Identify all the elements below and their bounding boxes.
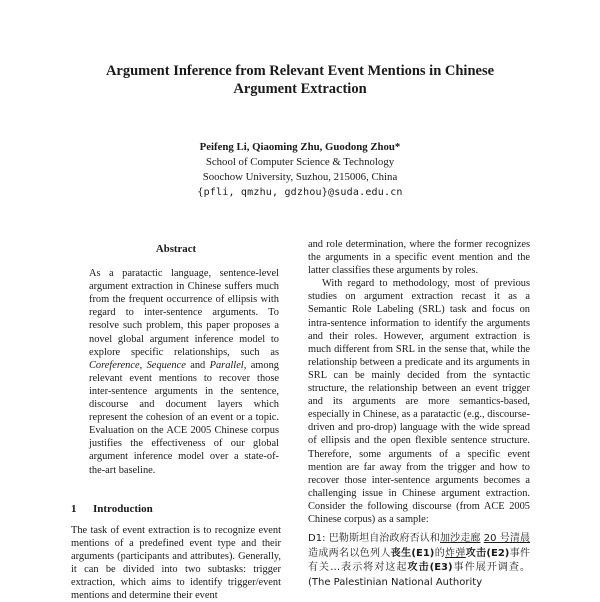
title-line-1: Argument Inference from Relevant Event Mentions in Chinese <box>105 63 495 79</box>
example-discourse-d1 <box>308 532 530 590</box>
author-email: {pfli, qmzhu, gdzhou}@suda.edu.cn <box>197 187 403 198</box>
abstract-text-part1: As a paratactic language, sentence-level argument extraction in Chinese suffers much from the frequent occurrence of ellipsis with regard to inter-sentence arguments. To resolve such problem, this paper proposes a novel global argument inference model to explore specific relationships, such as <box>89 268 279 358</box>
introduction-paragraph-1: The task of event extraction is to recognize event mentions of a predefined event type and their arguments (participants and attributes). Generally, it can be divided into two subtasks: trigger extraction, which aims to identify trigger/event mentions and determine their event <box>71 524 281 602</box>
left-column <box>71 238 281 602</box>
example-trigger-e2: 攻击(E2) <box>465 547 510 559</box>
example-segment: 巴勒斯坦自治政府否认和 <box>328 533 440 545</box>
abstract-term-parallel: Parallel, <box>209 359 247 371</box>
example-label: D1: <box>308 533 329 545</box>
right-column <box>308 238 530 590</box>
abstract-term-sequence: Sequence <box>146 359 186 371</box>
section-title: Introduction <box>93 502 153 515</box>
abstract-term-coreference: Coreference <box>89 359 140 371</box>
abstract-sep-2: and <box>185 359 210 371</box>
title-line-2: Argument Extraction <box>233 81 367 97</box>
example-argument-time: 20 号清晨 <box>483 533 531 545</box>
example-argument-place: 加沙走廊 <box>440 533 481 545</box>
section-number: 1 <box>71 502 77 515</box>
author-block <box>100 140 500 200</box>
affiliation-line-2: Soochow University, Suzhou, 215006, China <box>202 171 398 183</box>
example-segment: 的 <box>434 547 446 559</box>
paper-title <box>60 62 540 98</box>
abstract-text <box>71 267 281 477</box>
affiliation-line-1: School of Computer Science & Technology <box>205 156 395 168</box>
abstract-heading: Abstract <box>155 243 197 255</box>
abstract-sep-1: , <box>139 359 147 371</box>
example-trigger-e3: 攻击(E3) <box>407 562 453 574</box>
section-heading-introduction <box>71 503 281 516</box>
example-segment: 事件展开调查。 <box>452 562 531 574</box>
example-segment: 造成两名以色列人 <box>308 547 391 559</box>
abstract-text-part2: among relevant event mentions to recover those inter-sentence arguments in the sentence, discourse and document layers which represent the cohesion of an event or a topic. Evaluation on the ACE 2005 Chinese corpus justifies the effectiveness of our global argument inference model over a state-of-the-art baseline. <box>89 359 279 476</box>
example-argument-instrument: 炸弹 <box>445 547 466 559</box>
example-segment: 事件有关…表示将对这起 <box>308 547 531 574</box>
paragraph-methodology: With regard to methodology, most of previous studies on argument extraction recast it as a Semantic Role Labeling (SRL) task and focus on intra-sentence information to identify the arguments and their roles. However, argument extraction is much different from SRL in the sense that, while the relationship between a predicate and its arguments in SRL can be mainly decided from the syntactic structure, the relationship between an event trigger and its arguments are more semantics-based, especially in Chinese, as a paratactic (e.g., discourse-driven and pro-drop) language with the wide spread of ellipsis and the open flexible sentence structure. Therefore, some arguments of a specific event mention are far away from the trigger and how to recover those inter-sentence arguments becomes a challenging issue in Chinese argument extraction. Consider the following discourse (from ACE 2005 Chinese corpus) as a sample: <box>308 278 530 525</box>
author-names: Peifeng Li, Qiaoming Zhu, Guodong Zhou* <box>199 141 401 153</box>
paragraph-continuation: and role determination, where the former recognizes the arguments in a specific event mention and the latter classifies these arguments by roles. <box>308 239 530 277</box>
example-translation: (The Palestinian National Authority <box>308 576 483 588</box>
example-trigger-e1: 丧生(E1) <box>390 547 435 559</box>
